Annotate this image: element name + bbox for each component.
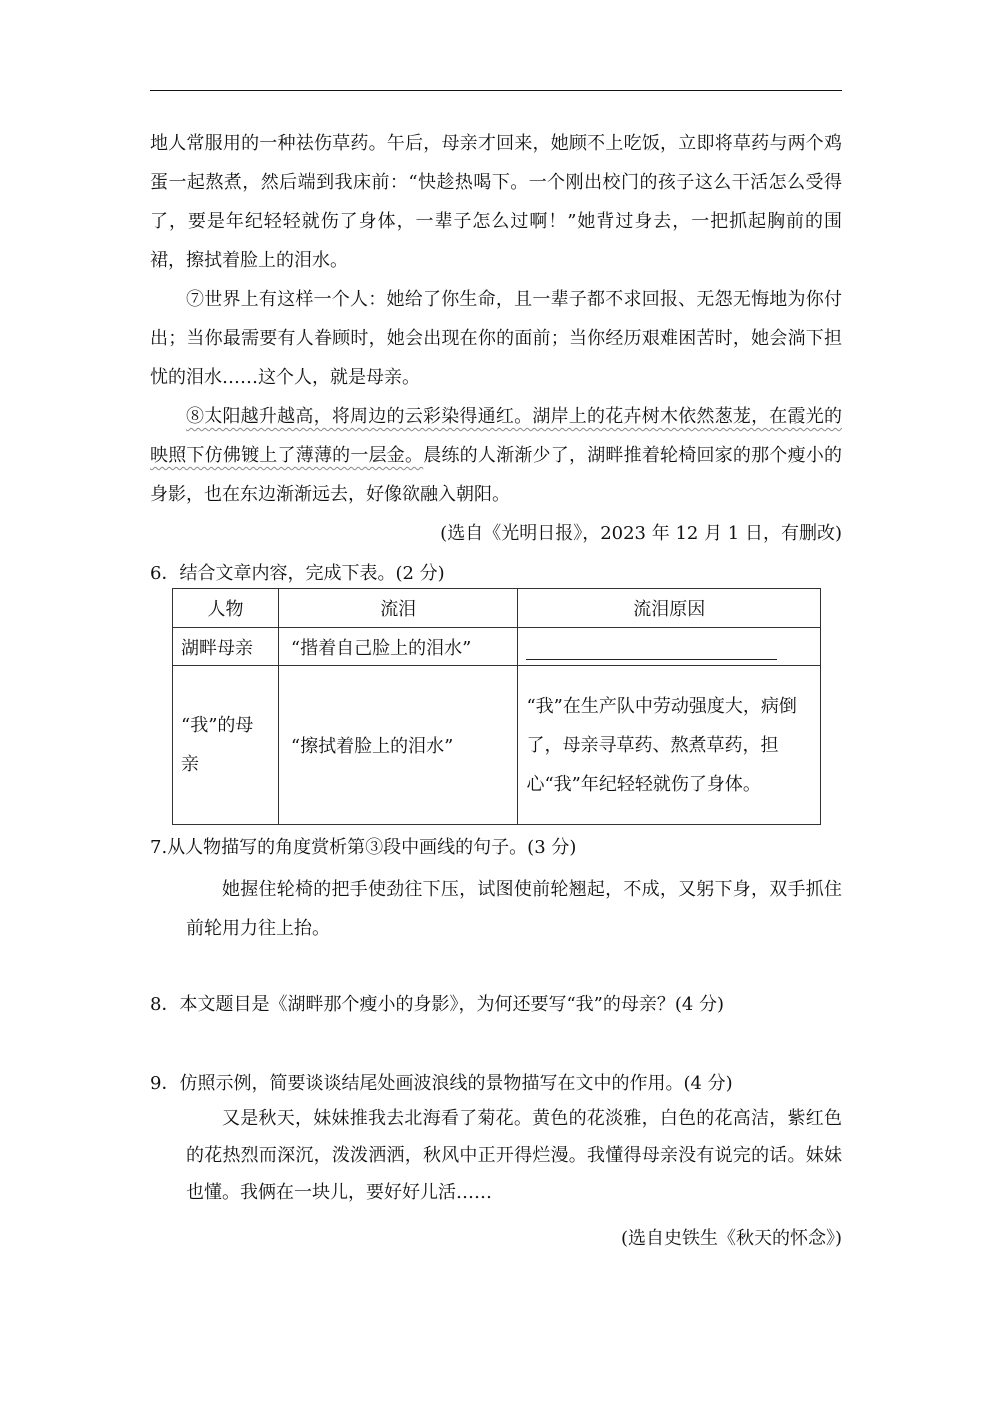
header-rule [150, 90, 842, 91]
paragraph-continued: 地人常服用的一种祛伤草药。午后，母亲才回来，她顾不上吃饭，立即将草药与两个鸡蛋一起熬煮，然后端到我床前：“快趁热喝下。一个刚出校门的孩子这么干活怎么受得了，要是年纪轻轻就伤了身体，一辈子怎么过啊！”她背过身去，一把抓起胸前的围裙，擦拭着脸上的泪水。 [150, 133, 842, 271]
answer-blank[interactable] [518, 628, 821, 666]
paragraph-8 [150, 397, 842, 514]
header-person: 人物 [173, 589, 279, 628]
table-header-row [173, 589, 821, 628]
question-9-example: 又是秋天，妹妹推我去北海看了菊花。黄色的花淡雅，白色的花高洁，紫红色的花热烈而深沉，泼泼洒洒，秋风中正开得烂漫。我懂得母亲没有说完的话。妹妹也懂。我俩在一块儿，要好好儿活…… [186, 1108, 842, 1203]
question-7-underlined-sentence: 她握住轮椅的把手使劲往下压，试图使前轮翘起，不成，又躬下身，双手抓住前轮用力往上抬。 [186, 879, 842, 939]
cell-tears: “揩着自己脸上的泪水” [278, 628, 518, 666]
passage-source: (选自《光明日报》，2023 年 12 月 1 日，有删改) [440, 523, 842, 544]
question-7-prompt: 7.从人物描写的角度赏析第③段中画线的句子。(3 分) [150, 837, 577, 858]
question-8-prompt: 8．本文题目是《湖畔那个瘦小的身影》，为何还要写“我”的母亲？(4 分) [150, 994, 725, 1015]
cell-person: “我”的母亲 [173, 666, 279, 825]
wavy-underlined-sentence: ⑧太阳越升越高，将周边的云彩染得通红。湖岸上的花卉树木依然葱茏，在霞光的映照下仿佛镀上了薄薄的一层金。 [150, 406, 842, 466]
answer-line [526, 633, 777, 660]
table-row [173, 666, 821, 825]
example-source: (选自史铁生《秋天的怀念》) [620, 1228, 842, 1249]
question-9-prompt: 9．仿照示例，简要谈谈结尾处画波浪线的景物描写在文中的作用。(4 分) [150, 1073, 733, 1094]
paragraph-7: ⑦世界上有这样一个人：她给了你生命，且一辈子都不求回报、无怨无悔地为你付出；当你最需要有人眷顾时，她会出现在你的面前；当你经历艰难困苦时，她会淌下担忧的泪水……这个人，就是母亲。 [150, 289, 842, 388]
question-6-table [172, 588, 821, 825]
table-row [173, 628, 821, 666]
cell-tears: “擦拭着脸上的泪水” [278, 666, 518, 825]
question-6-prompt: 6．结合文章内容，完成下表。(2 分) [150, 563, 445, 584]
cell-person: 湖畔母亲 [173, 628, 279, 666]
header-tears: 流泪 [278, 589, 518, 628]
paragraph-8-rest: 晨练的人渐渐少了，湖畔推着轮椅回家的那个瘦小的身影，也在东边渐渐远去，好像欲融入朝阳。 [150, 445, 843, 505]
cell-reason: “我”在生产队中劳动强度大，病倒了，母亲寻草药、熬煮草药，担心“我”年纪轻轻就伤了身体。 [518, 666, 821, 825]
header-reason: 流泪原因 [518, 589, 821, 628]
